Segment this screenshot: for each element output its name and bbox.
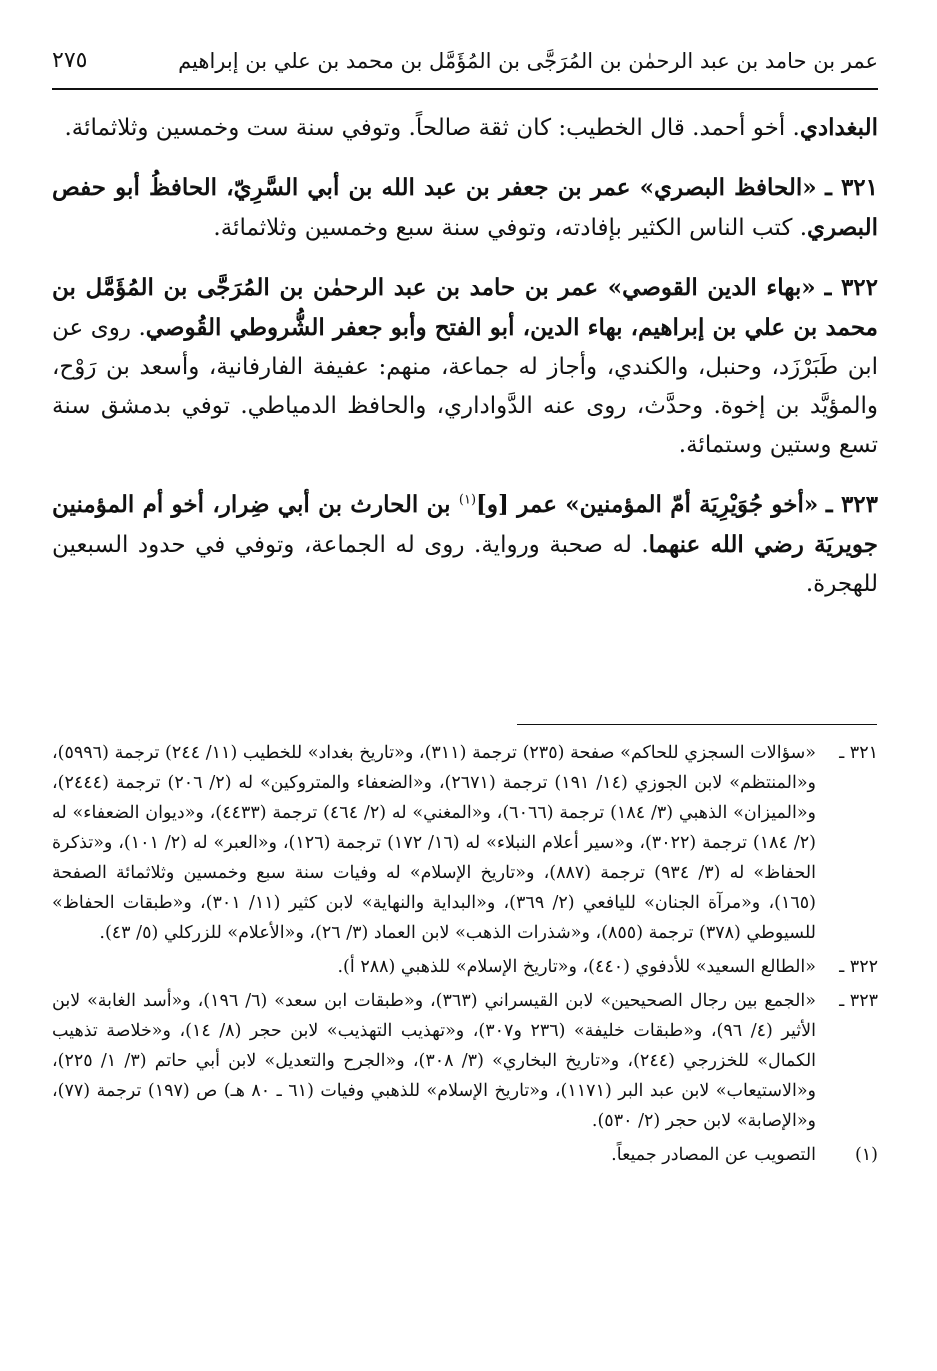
footnote-item — [52, 952, 878, 982]
entry-number: ٣٢١ ـ — [825, 174, 879, 201]
footnote-item — [52, 738, 878, 948]
entry-text: . روى عن ابن طَبَرْزَد، وحنبل، والكندي، وأجاز له جماعة، منهم: عفيفة الفارفانية، وأسعد بن رَوْح، والمؤيَّد بن إخوة. وحدَّث، روى عنه الدَّواداري، والحافظ الدمياطي. توفي بدمشق سنة تسع وستين وستمائة. — [52, 315, 878, 458]
entry-number: ٣٢٣ ـ — [825, 491, 879, 518]
footnote-text: التصويب عن المصادر جميعاً. — [611, 1145, 816, 1165]
continuation-text: . أخو أحمد. قال الخطيب: كان ثقة صالحاً. وتوفي سنة ست وخمسين وثلاثمائة. — [64, 115, 800, 141]
footnotes — [52, 738, 878, 1170]
footnote-text: «سؤالات السجزي للحاكم» صفحة (٢٣٥) ترجمة (٣١١)، و«تاريخ بغداد» للخطيب (١١/ ٢٤٤) ترجمة (٥٩٩٦)، و«المنتظم» لابن الجوزي (١٤/ ١٩١) ترجمة (٢٦٧١)، و«الضعفاء والمتروكين» له (٢/ ٢٠٦) ترجمة (٢٤٤٤)، و«الميزان» الذهبي (٣/ ١٨٤) ترجمة (٦٠٦٦)، و«المغني» له (٢/ ٤٦٤) ترجمة (٤٤٣٣)، و«ديوان الضعفاء» له (٢/ ١٨٤) ترجمة (٣٠٢٢)، و«سير أعلام النبلاء» له (١٦/ ١٧٢) ترجمة (١٢٦)، و«العبر» له (٢/ ١٠١)، و«تذكرة الحفاظ» له (٣/ ٩٣٤) ترجمة (٨٨٧)، و«تاريخ الإسلام» له وفيات سنة سبع وخمسين وثلاثمائة الصفحة (١٦٥)، و«مرآة الجنان» لليافعي (٢/ ٣٦٩)، و«البداية والنهاية» لابن كثير (١١/ ٣٠١)، و«طبقات الحفاظ» للسيوطي (٣٧٨) ترجمة (٨٥٥)، و«شذرات الذهب» لابن العماد (٣/ ٢٦)، و«الأعلام» للزركلي (٥/ ٤٣). — [52, 743, 817, 943]
entry-321 — [52, 168, 878, 248]
entry-heading: «الحافظ البصري» عمر بن جعفر بن عبد الله بن أبي السَّرِيّ، الحافظُ أبو حفص البصري — [52, 174, 878, 241]
footnote-text: «الطالع السعيد» للأدفوي (٤٤٠)، و«تاريخ الإسلام» للذهبي (٢٨٨ أ). — [337, 957, 816, 977]
main-text — [52, 108, 878, 604]
footnote-separator — [517, 724, 877, 725]
entry-text: . كتب الناس الكثير بإفادته، وتوفي سنة سبع وخمسين وثلاثمائة. — [213, 215, 808, 241]
footnote-number: (١) — [854, 1145, 878, 1165]
entry-heading: «أخو جُوَيْرِيَة أمّ المؤمنين» عمر [و] — [476, 491, 819, 518]
running-header — [52, 44, 878, 80]
footnote-text: «الجمع بين رجال الصحيحين» لابن القيسراني (٣٦٣)، و«طبقات ابن سعد» (٦/ ١٩٦)، و«أسد الغابة» لابن الأثير (٤/ ٩٦)، و«طبقات خليفة» (٢٣٦ و٣٠٧)، و«تهذيب التهذيب» لابن حجر (٨/ ١٤)، و«خلاصة تذهيب الكمال» للخزرجي (٢٤٤)، و«تاريخ البخاري» (٣/ ٣٠٨)، و«الجرح والتعديل» لابن أبي حاتم (٣/ ١/ ٢٢٥)، و«الاستيعاب» لابن عبد البر (١١٧١)، و«تاريخ الإسلام» للذهبي وفيات (٦١ ـ ٨٠ هـ) ص (١٩٧) ترجمة (٧٧)، و«الإصابة» لابن حجر (٢/ ٥٣٠). — [52, 991, 817, 1131]
footnote-item — [52, 986, 878, 1136]
entry-heading-continued: بن الحارث بن أبي ضِرار، أخو أم المؤمنين جويريَة رضي الله عنهما — [52, 491, 878, 558]
entry-heading: «بهاء الدين القوصي» عمر بن حامد بن عبد الرحمٰن بن المُرَجَّى بن المُؤَمَّل بن محمد بن علي بن إبراهيم، بهاء الدين، أبو الفتح وأبو جعفر الشُّروطي القُوصي — [52, 274, 878, 341]
footnote-ref: (١) — [458, 492, 477, 508]
entry-number: ٣٢٢ ـ — [824, 274, 878, 301]
entry-text: . له صحبة ورواية. روى له الجماعة، وتوفي في حدود السبعين للهجرة. — [52, 532, 878, 597]
page-number: ٢٧٥ — [52, 48, 88, 73]
entry-322 — [52, 268, 878, 465]
continuation-paragraph — [52, 108, 878, 148]
footnote-number: ٣٢٢ ـ — [839, 957, 878, 977]
footnote-item — [52, 1140, 878, 1170]
entry-323 — [52, 485, 878, 604]
footnote-number: ٣٢١ ـ — [839, 743, 878, 763]
header-rule — [52, 88, 878, 90]
continuation-name: البغدادي — [799, 114, 878, 141]
header-title: عمر بن حامد بن عبد الرحمٰن بن المُرَجَّى بن المُؤَمَّل بن محمد بن علي بن إبراهيم — [178, 49, 878, 73]
footnote-number: ٣٢٣ ـ — [839, 991, 878, 1011]
